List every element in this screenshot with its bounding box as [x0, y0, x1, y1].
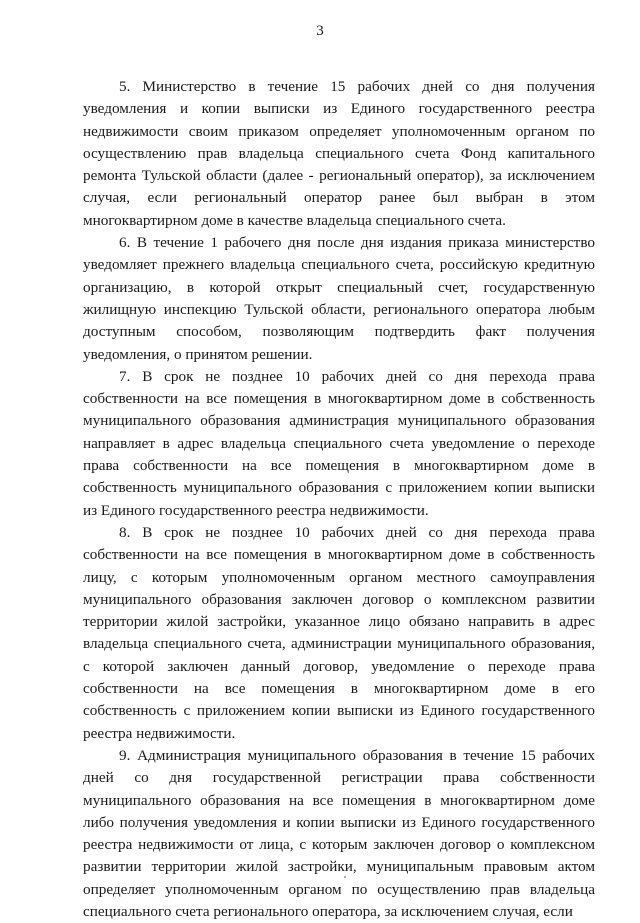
page-number: 3 [316, 23, 324, 39]
document-body [83, 76, 595, 923]
paragraph-6: 6. В течение 1 рабочего дня после дня издания приказа министерство уведомляет прежнего владельца специального счета, российскую кредитную организацию, в которой открыт специальный счет, государственную жилищную инспекцию Тульской области, регионального оператора любым доступным способом, позволяющим подтвердить факт получения уведомления, о принятом решении. [83, 234, 595, 363]
paragraph-9: 9. Администрация муниципального образования в течение 15 рабочих дней со дня государственной регистрации права собственности муниципального образования на все помещения в многоквартирном доме либо получения уведомления и копии выписки из Единого государственного реестра недвижимости от лица, с которым заключен договор о комплексном развитии территории жилой застройки, муниципальным правовым актом определяет уполномоченным органом по осуществлению прав владельца специального счета регионального оператора, за исключением случая, если [83, 746, 595, 920]
paragraph-8: 8. В срок не позднее 10 рабочих дней со дня перехода права собственности на все помещения в многоквартирном доме в собственность лицу, с которым уполномоченным органом местного самоуправления муниципального образования заключен договор о комплексном развитии территории жилой застройки, указанное лицо обязано направить в адрес владельца специального счета, администрации муниципального образования, с которой заключен данный договор, уведомление о переходе права собственности на все помещения в многоквартирном доме в его собственность с приложением копии выписки из Единого государственного реестра недвижимости. [83, 523, 595, 742]
paragraph-7: 7. В срок не позднее 10 рабочих дней со дня перехода права собственности на все помещения в многоквартирном доме в собственность муниципального образования администрация муниципального образования направляет в адрес владельца специального счета уведомление о переходе права собственности на все помещения в многоквартирном доме в собственность муниципального образования с приложением копии выписки из Единого государственного реестра недвижимости. [83, 367, 595, 519]
paragraph-5: 5. Министерство в течение 15 рабочих дней со дня получения уведомления и копии выписки из Единого государственного реестра недвижимости своим приказом определяет уполномоченным органом по осуществлению прав владельца специального счета Фонд капитального ремонта Тульской области (далее - региональный оператор), за исключением случая, если региональный оператор ранее был выбран в этом многоквартирном доме в качестве владельца специального счета. [83, 78, 595, 229]
scan-speck [344, 876, 346, 878]
